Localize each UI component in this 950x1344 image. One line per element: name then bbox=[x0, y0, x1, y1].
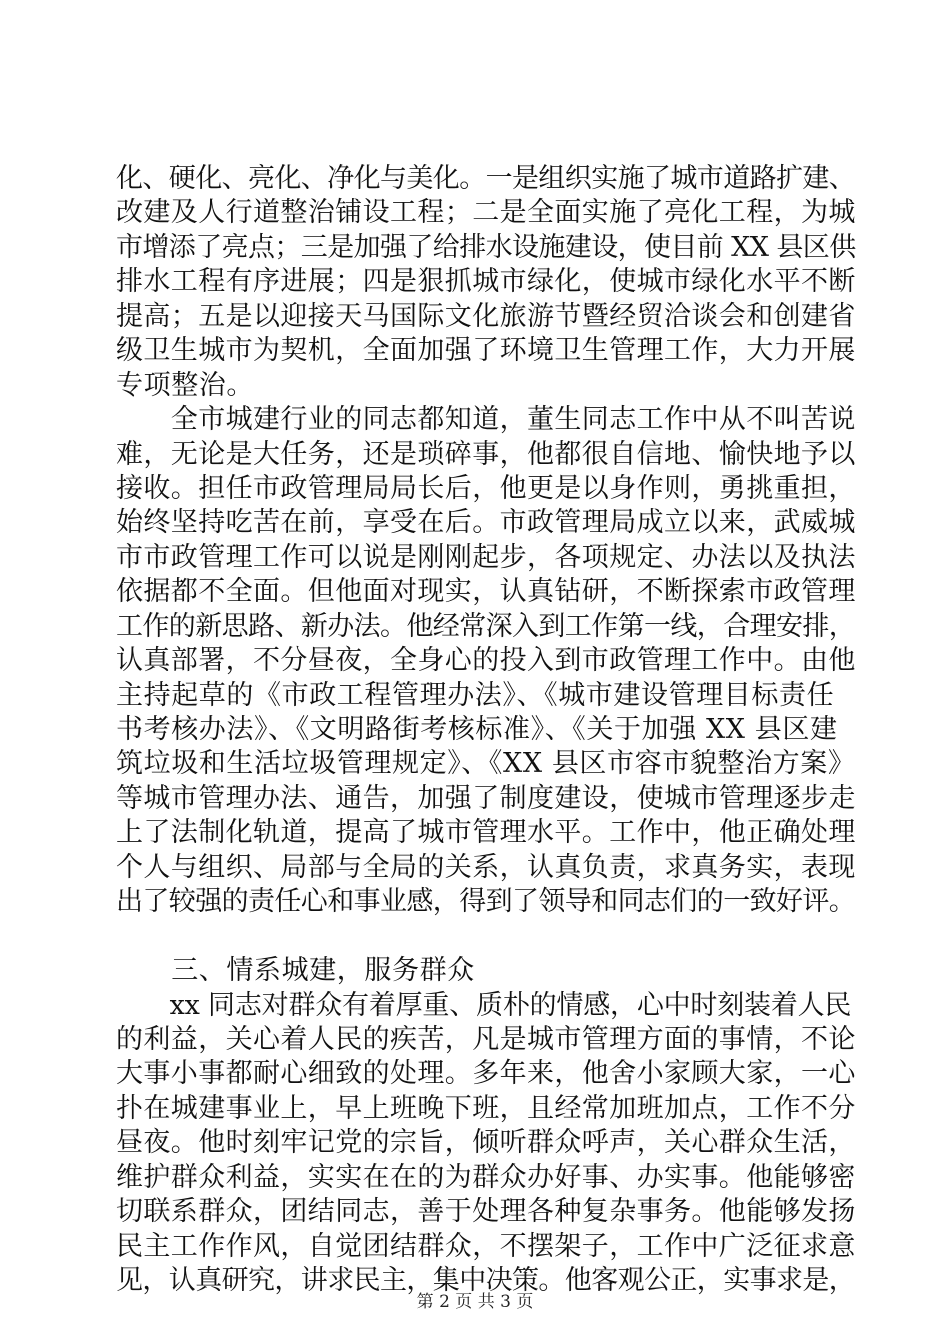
text-line: 的利益，关心着人民的疾苦，凡是城市管理方面的事情，不论 bbox=[116, 1024, 856, 1055]
text-line: 排水工程有序进展；四是狠抓城市绿化，使城市绿化水平不断 bbox=[116, 266, 856, 297]
text-line: 级卫生城市为契机，全面加强了环境卫生管理工作，大力开展 bbox=[116, 335, 856, 366]
text-line: 市市政管理工作可以说是刚刚起步，各项规定、办法以及执法 bbox=[116, 542, 856, 573]
text-line: 见，认真研究，讲求民主，集中决策。他客观公正，实事求是， bbox=[116, 1265, 856, 1296]
page-number-footer: 第 2 页 共 3 页 bbox=[416, 1292, 534, 1312]
text-line: 昼夜。他时刻牢记党的宗旨，倾听群众呼声，关心群众生活， bbox=[116, 1127, 856, 1158]
text-line: 大事小事都耐心细致的处理。多年来，他舍小家顾大家，一心 bbox=[116, 1058, 856, 1089]
text-line: 化、硬化、亮化、净化与美化。一是组织实施了城市道路扩建、 bbox=[116, 163, 856, 194]
text-line: 全市城建行业的同志都知道，董生同志工作中从不叫苦说 bbox=[116, 404, 856, 435]
text-line: 工作的新思路、新办法。他经常深入到工作第一线，合理安排， bbox=[116, 611, 856, 642]
text-line: 扑在城建事业上，早上班晚下班，且经常加班加点，工作不分 bbox=[116, 1093, 856, 1124]
text-line: 等城市管理办法、通告，加强了制度建设，使城市管理逐步走 bbox=[116, 783, 856, 814]
text-line: xx 同志对群众有着厚重、质朴的情感，心中时刻装着人民 bbox=[116, 990, 852, 1021]
text-line: 依据都不全面。但他面对现实，认真钻研，不断探索市政管理 bbox=[116, 576, 856, 607]
text-line: 提高；五是以迎接天马国际文化旅游节暨经贸洽谈会和创建省 bbox=[116, 301, 856, 332]
text-line: 难，无论是大任务，还是琐碎事，他都很自信地、愉快地予以 bbox=[116, 439, 856, 470]
text-line: 出了较强的责任心和事业感，得到了领导和同志们的一致好评。 bbox=[116, 886, 856, 917]
text-line: 始终坚持吃苦在前，享受在后。市政管理局成立以来，武威城 bbox=[116, 507, 856, 538]
text-line: 市增添了亮点；三是加强了给排水设施建设，使目前 XX 县区供 bbox=[116, 232, 856, 263]
text-line: 切联系群众，团结同志，善于处理各种复杂事务。他能够发扬 bbox=[116, 1196, 856, 1227]
text-line: 维护群众利益，实实在在的为群众办好事、办实事。他能够密 bbox=[116, 1162, 856, 1193]
section-heading: 三、情系城建，服务群众 bbox=[116, 955, 475, 986]
text-line: 上了法制化轨道，提高了城市管理水平。工作中，他正确处理 bbox=[116, 817, 856, 848]
text-line bbox=[116, 920, 856, 954]
text-line: 改建及人行道整治铺设工程；二是全面实施了亮化工程，为城 bbox=[116, 197, 856, 228]
text-line: 筑垃圾和生活垃圾管理规定》、《XX 县区市容市貌整治方案》 bbox=[116, 748, 856, 779]
text-line: 专项整治。 bbox=[116, 370, 254, 401]
text-line: 民主工作作风，自觉团结群众，不摆架子，工作中广泛征求意 bbox=[116, 1231, 856, 1262]
text-line: 认真部署，不分昼夜，全身心的投入到市政管理工作中。由他 bbox=[116, 645, 856, 676]
text-line: 主持起草的《市政工程管理办法》、《城市建设管理目标责任 bbox=[116, 680, 835, 711]
text-line: 书考核办法》、《文明路街考核标准》、《关于加强 XX 县区建 bbox=[116, 714, 838, 745]
text-line: 接收。担任市政管理局局长后，他更是以身作则，勇挑重担， bbox=[116, 473, 856, 504]
text-line: 个人与组织、局部与全局的关系，认真负责，求真务实，表现 bbox=[116, 852, 856, 883]
